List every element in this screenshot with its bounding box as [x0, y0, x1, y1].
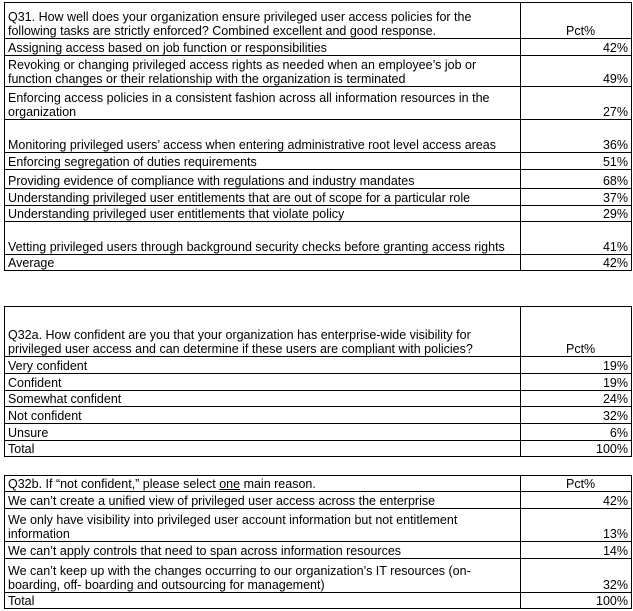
row-label: Understanding privileged user entitlements that are out of scope for a particular role [5, 189, 521, 206]
row-label: Enforcing access policies in a consistent fashion across all information resources in the organization [5, 87, 521, 120]
row-pct: 14% [521, 542, 632, 559]
q32b-header-row [5, 476, 632, 492]
row-pct: 49% [521, 56, 632, 87]
q32b-question [5, 476, 521, 492]
q32a-pct-header: Pct% [521, 307, 632, 357]
q32b-question-start: Q32b. If “not confident,” please select [8, 477, 220, 491]
table-row [5, 222, 632, 255]
q31-table [4, 2, 632, 271]
table-row [5, 87, 632, 120]
row-pct: 68% [521, 170, 632, 189]
row-label: Total [5, 593, 521, 609]
row-label: Assigning access based on job function or responsibilities [5, 39, 521, 56]
row-pct: 100% [521, 593, 632, 609]
row-label: Confident [5, 374, 521, 391]
row-label: Not confident [5, 407, 521, 424]
q31-question: Q31. How well does your organization ensure privileged user access policies for the following tasks are strictly enforced? Combined excellent and good response. [5, 3, 521, 39]
q32b-pct-header: Pct% [521, 476, 632, 492]
table-row [5, 509, 632, 542]
row-pct: 29% [521, 206, 632, 222]
row-pct: 13% [521, 509, 632, 542]
row-label: We can’t apply controls that need to span across information resources [5, 542, 521, 559]
row-label: We can’t create a unified view of privileged user access across the enterprise [5, 492, 521, 509]
row-label: Average [5, 255, 521, 271]
table-row [5, 374, 632, 391]
q32a-table [4, 306, 632, 457]
q31-header-row [5, 3, 632, 39]
row-pct: 36% [521, 120, 632, 153]
table-row [5, 39, 632, 56]
row-pct: 42% [521, 492, 632, 509]
row-pct: 27% [521, 87, 632, 120]
table-row [5, 153, 632, 170]
row-pct: 37% [521, 189, 632, 206]
table-row [5, 407, 632, 424]
table-row-total [5, 593, 632, 609]
row-label: We can’t keep up with the changes occurring to our organization’s IT resources (on-boarding, off- boarding and outsourcing for management) [5, 559, 521, 593]
row-label: Total [5, 441, 521, 457]
row-label: Very confident [5, 357, 521, 374]
row-label: Revoking or changing privileged access rights as needed when an employee’s job or function changes or their relationship with the organization is terminated [5, 56, 521, 87]
table-row [5, 120, 632, 153]
q32b-question-end: main reason. [240, 477, 316, 491]
row-pct: 32% [521, 559, 632, 593]
row-label: Somewhat confident [5, 391, 521, 407]
row-label: Vetting privileged users through background security checks before granting access rights [5, 222, 521, 255]
table-row [5, 559, 632, 593]
table-row [5, 206, 632, 222]
table-row [5, 424, 632, 441]
row-label: Monitoring privileged users’ access when entering administrative root level access areas [5, 120, 521, 153]
table-row-total [5, 441, 632, 457]
q32a-question: Q32a. How confident are you that your organization has enterprise-wide visibility for privileged user access and can determine if these users are compliant with policies? [5, 307, 521, 357]
row-pct: 42% [521, 255, 632, 271]
table-row [5, 56, 632, 87]
row-pct: 32% [521, 407, 632, 424]
table-row [5, 189, 632, 206]
table-row-average [5, 255, 632, 271]
table-row [5, 391, 632, 407]
q32b-table [4, 475, 632, 609]
row-label: We only have visibility into privileged user account information but not entitlement information [5, 509, 521, 542]
q31-pct-header: Pct% [521, 3, 632, 39]
table-row [5, 542, 632, 559]
row-pct: 51% [521, 153, 632, 170]
row-pct: 41% [521, 222, 632, 255]
row-label: Understanding privileged user entitlements that violate policy [5, 206, 521, 222]
q32b-question-emphasis: one [219, 477, 241, 491]
row-pct: 6% [521, 424, 632, 441]
q32a-header-row [5, 307, 632, 357]
table-row [5, 492, 632, 509]
row-pct: 42% [521, 39, 632, 56]
table-row [5, 170, 632, 189]
row-label: Enforcing segregation of duties requirements [5, 153, 521, 170]
row-pct: 19% [521, 357, 632, 374]
row-pct: 24% [521, 391, 632, 407]
table-row [5, 357, 632, 374]
row-pct: 100% [521, 441, 632, 457]
row-label: Providing evidence of compliance with regulations and industry mandates [5, 170, 521, 189]
row-pct: 19% [521, 374, 632, 391]
row-label: Unsure [5, 424, 521, 441]
